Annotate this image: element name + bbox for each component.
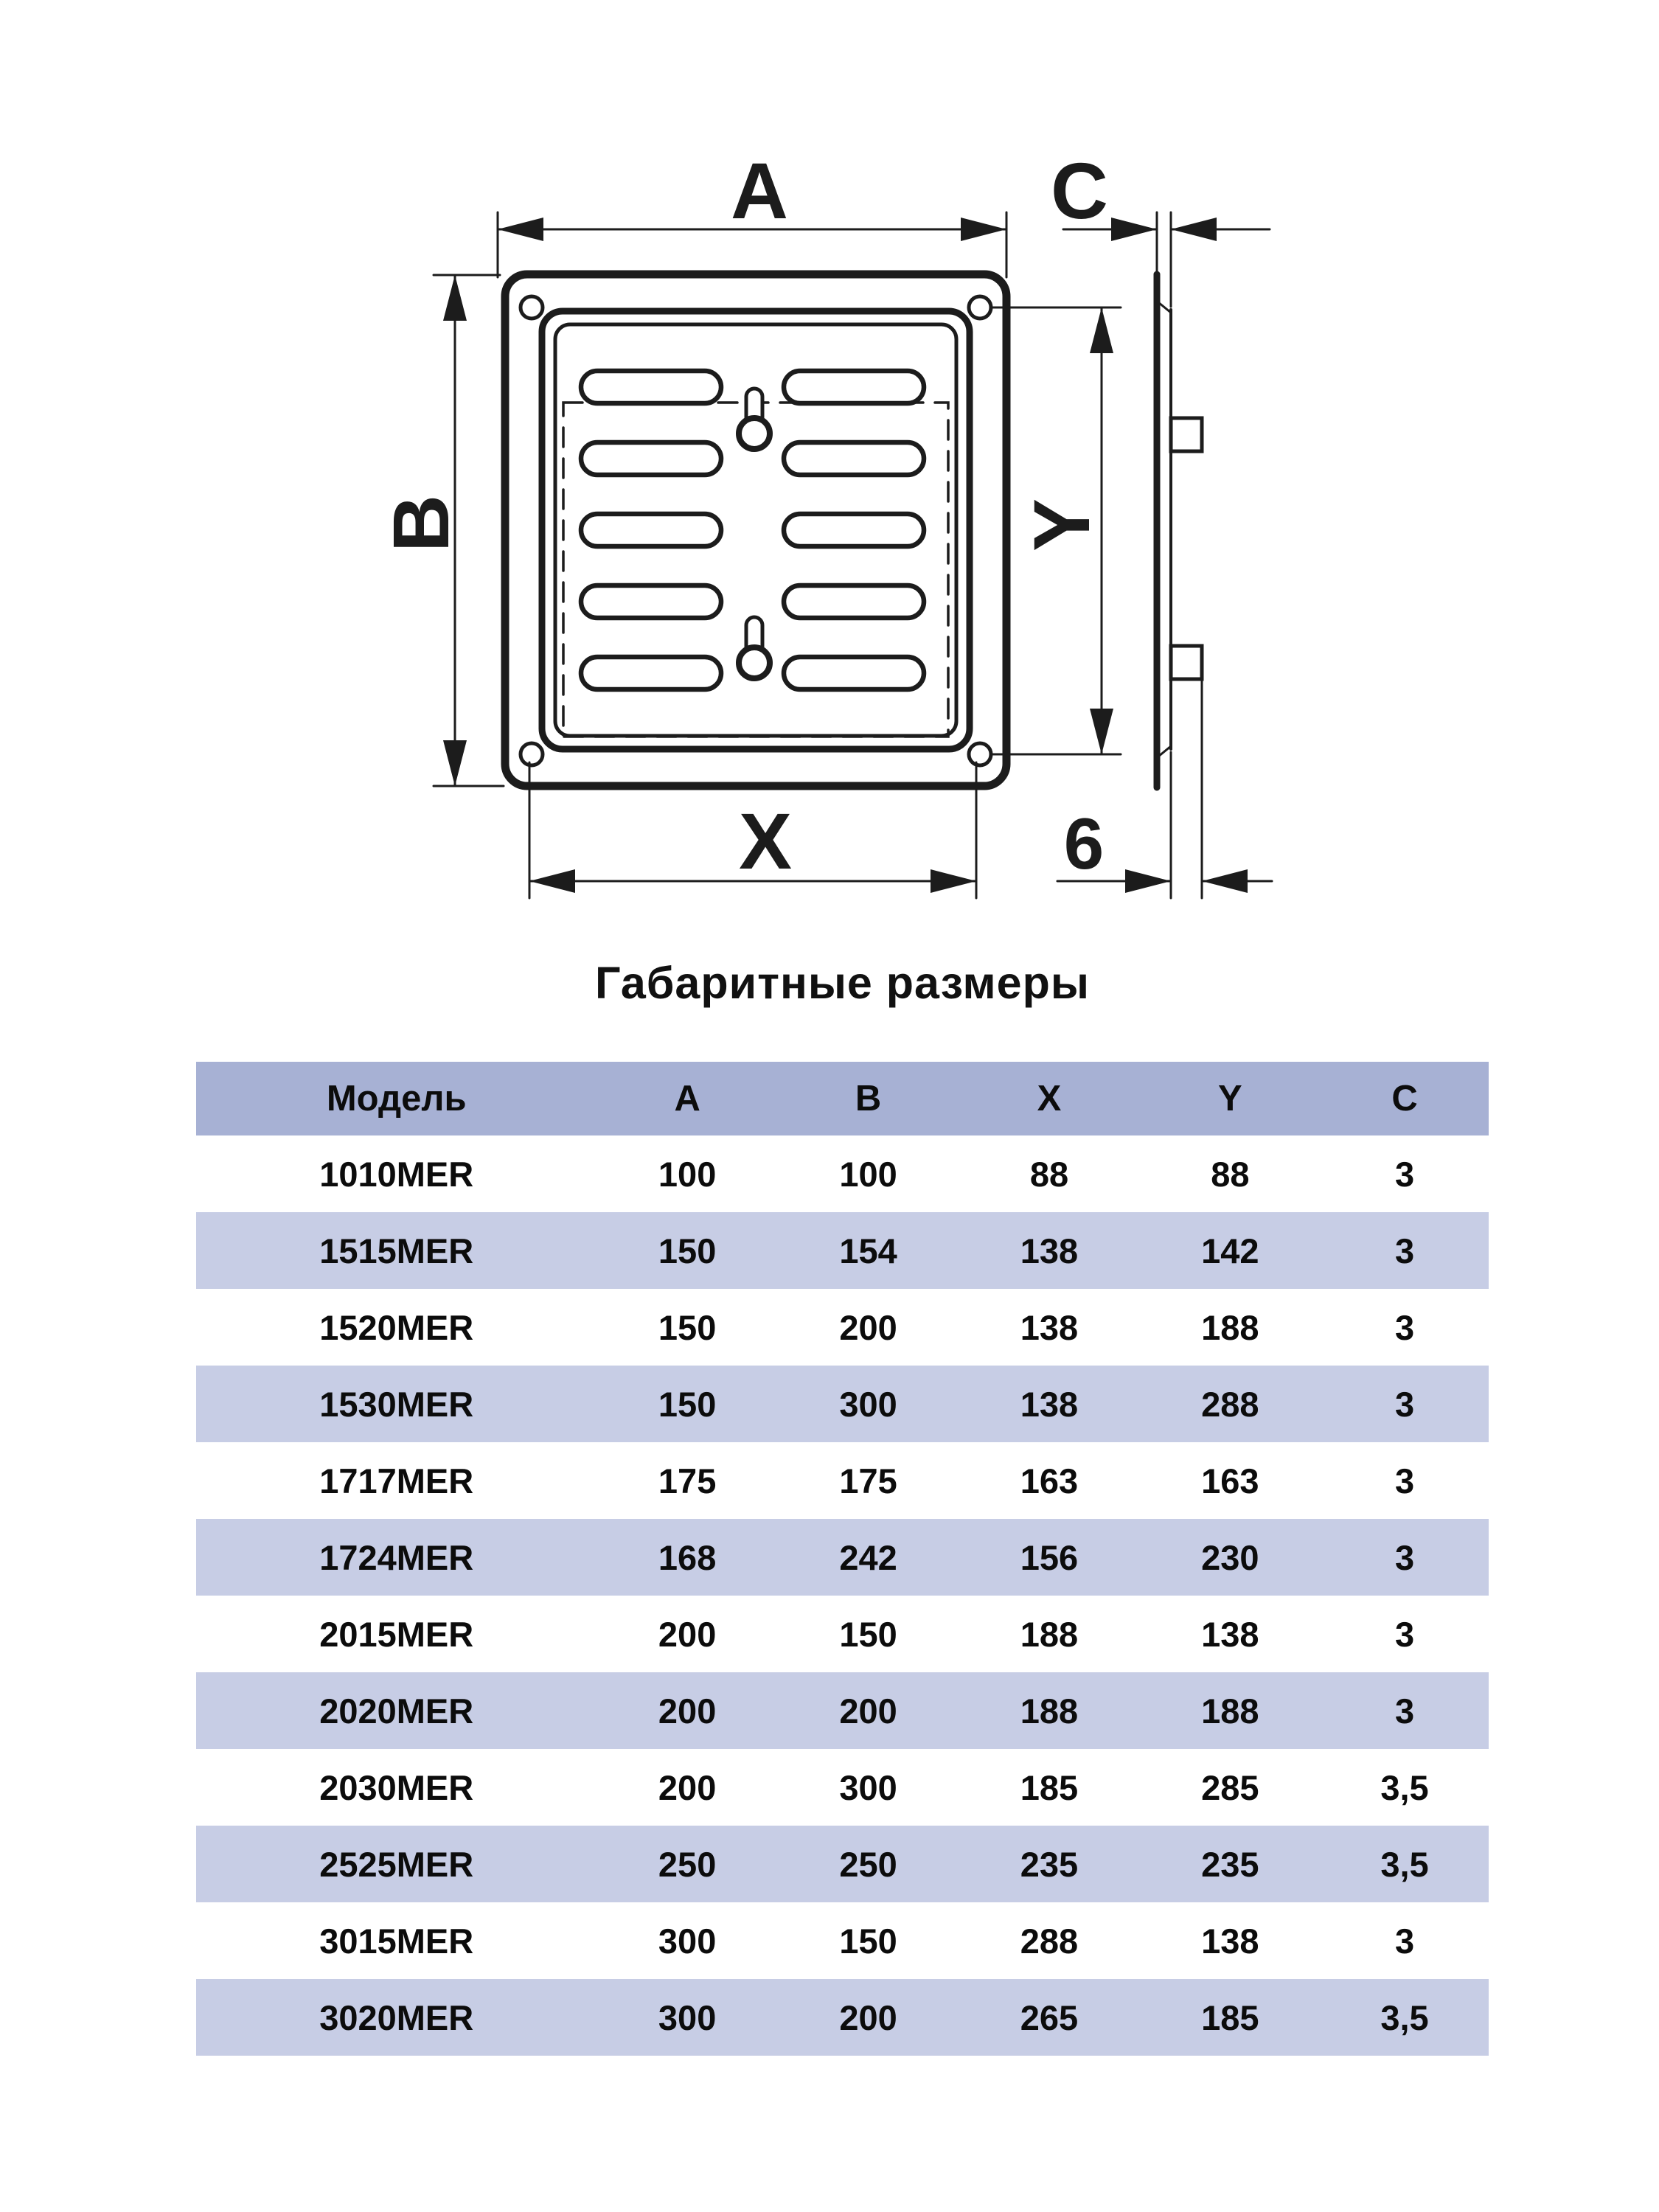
value-cell-y: 138	[1201, 1921, 1259, 1961]
value-cell-x: 138	[1020, 1231, 1079, 1270]
value-cell-y: 185	[1201, 1997, 1259, 2037]
model-cell: 2020MER	[319, 1691, 474, 1731]
value-cell-b: 150	[839, 1614, 897, 1654]
value-cell-a: 150	[658, 1231, 717, 1270]
value-cell-c: 3	[1394, 1231, 1415, 1270]
value-cell-x: 138	[1020, 1307, 1079, 1347]
grille-dimension-drawing	[0, 0, 1659, 981]
front-view	[505, 274, 1006, 786]
value-cell-b: 250	[839, 1844, 897, 1884]
value-cell-b: 200	[839, 1691, 897, 1731]
table-row	[196, 1289, 1489, 1366]
value-cell-c: 3	[1394, 1154, 1415, 1194]
value-cell-a: 150	[658, 1307, 717, 1347]
value-cell-y: 285	[1201, 1767, 1259, 1807]
side-view	[1157, 274, 1202, 787]
table-row	[196, 1135, 1489, 1212]
value-cell-b: 150	[839, 1921, 897, 1961]
value-cell-y: 163	[1201, 1461, 1259, 1500]
value-cell-x: 185	[1020, 1767, 1079, 1807]
value-cell-c: 3	[1394, 1691, 1415, 1731]
table-row	[196, 1672, 1489, 1749]
value-cell-x: 88	[1029, 1154, 1069, 1194]
model-cell: 1520MER	[319, 1307, 474, 1347]
value-cell-c: 3	[1394, 1384, 1415, 1424]
value-cell-b: 242	[839, 1537, 897, 1577]
table-row	[196, 1979, 1489, 2056]
value-cell-y: 235	[1201, 1844, 1259, 1884]
value-cell-a: 175	[658, 1461, 717, 1500]
dim-label-c: C	[1051, 146, 1108, 235]
model-cell: 1717MER	[319, 1461, 474, 1500]
dim-label-y: Y	[1017, 498, 1106, 552]
value-cell-y: 288	[1201, 1384, 1259, 1424]
value-cell-c: 3	[1394, 1307, 1415, 1347]
column-header-a: A	[674, 1079, 700, 1119]
value-cell-b: 200	[839, 1307, 897, 1347]
column-header-b: B	[855, 1079, 882, 1119]
value-cell-x: 265	[1020, 1997, 1079, 2037]
side-view-bottom-bend	[1158, 746, 1171, 757]
side-view-tab-lower	[1171, 646, 1202, 679]
model-cell: 3020MER	[319, 1997, 474, 2037]
technical-drawing	[0, 0, 1659, 981]
dim-label-thickness: 6	[1063, 803, 1105, 884]
value-cell-y: 188	[1201, 1691, 1259, 1731]
value-cell-b: 300	[839, 1767, 897, 1807]
value-cell-x: 288	[1020, 1921, 1079, 1961]
value-cell-a: 100	[658, 1154, 717, 1194]
model-cell: 1724MER	[319, 1537, 474, 1577]
value-cell-c: 3,5	[1380, 1844, 1429, 1884]
value-cell-x: 163	[1020, 1461, 1079, 1500]
model-cell: 1530MER	[319, 1384, 474, 1424]
column-header-y: Y	[1218, 1079, 1242, 1119]
table-row	[196, 1902, 1489, 1979]
model-cell: 2015MER	[319, 1614, 474, 1654]
value-cell-a: 200	[658, 1767, 717, 1807]
table-row	[196, 1212, 1489, 1289]
value-cell-c: 3	[1394, 1461, 1415, 1500]
value-cell-x: 235	[1020, 1844, 1079, 1884]
value-cell-y: 188	[1201, 1307, 1259, 1347]
value-cell-c: 3	[1394, 1537, 1415, 1577]
value-cell-b: 200	[839, 1997, 897, 2037]
value-cell-a: 200	[658, 1614, 717, 1654]
model-cell: 1010MER	[319, 1154, 474, 1194]
table-body	[196, 1135, 1489, 2056]
table-row	[196, 1826, 1489, 1902]
table-row	[196, 1442, 1489, 1519]
model-cell: 2030MER	[319, 1767, 474, 1807]
column-header-model: Модель	[326, 1079, 467, 1119]
column-header-x: X	[1037, 1079, 1062, 1119]
value-cell-y: 138	[1201, 1614, 1259, 1654]
table-header	[196, 1062, 1489, 1135]
model-cell: 1515MER	[319, 1231, 474, 1270]
value-cell-x: 188	[1020, 1614, 1079, 1654]
model-cell: 2525MER	[319, 1844, 474, 1884]
table-row	[196, 1749, 1489, 1826]
table-row	[196, 1519, 1489, 1596]
value-cell-a: 300	[658, 1921, 717, 1961]
value-cell-a: 250	[658, 1844, 717, 1884]
value-cell-y: 88	[1211, 1154, 1250, 1194]
value-cell-x: 156	[1020, 1537, 1079, 1577]
value-cell-b: 175	[839, 1461, 897, 1500]
column-header-c: C	[1391, 1079, 1418, 1119]
page-title: Габаритные размеры	[595, 958, 1090, 1008]
value-cell-c: 3	[1394, 1614, 1415, 1654]
dimensions-table	[196, 1062, 1489, 2056]
value-cell-a: 168	[658, 1537, 717, 1577]
table-row	[196, 1366, 1489, 1442]
value-cell-b: 100	[839, 1154, 897, 1194]
value-cell-y: 142	[1201, 1231, 1259, 1270]
value-cell-b: 154	[839, 1231, 897, 1270]
value-cell-x: 188	[1020, 1691, 1079, 1731]
table-header-row	[196, 1062, 1489, 1135]
dim-label-a: A	[731, 146, 788, 235]
value-cell-a: 300	[658, 1997, 717, 2037]
value-cell-b: 300	[839, 1384, 897, 1424]
value-cell-a: 150	[658, 1384, 717, 1424]
value-cell-x: 138	[1020, 1384, 1079, 1424]
dim-label-b: B	[376, 495, 465, 552]
model-cell: 3015MER	[319, 1921, 474, 1961]
side-view-tab-upper	[1171, 418, 1202, 451]
dim-label-x: X	[738, 796, 793, 886]
value-cell-c: 3	[1394, 1921, 1415, 1961]
value-cell-a: 200	[658, 1691, 717, 1731]
table-row	[196, 1596, 1489, 1672]
value-cell-c: 3,5	[1380, 1997, 1429, 2037]
value-cell-y: 230	[1201, 1537, 1259, 1577]
side-view-top-bend	[1158, 302, 1171, 313]
value-cell-c: 3,5	[1380, 1767, 1429, 1807]
